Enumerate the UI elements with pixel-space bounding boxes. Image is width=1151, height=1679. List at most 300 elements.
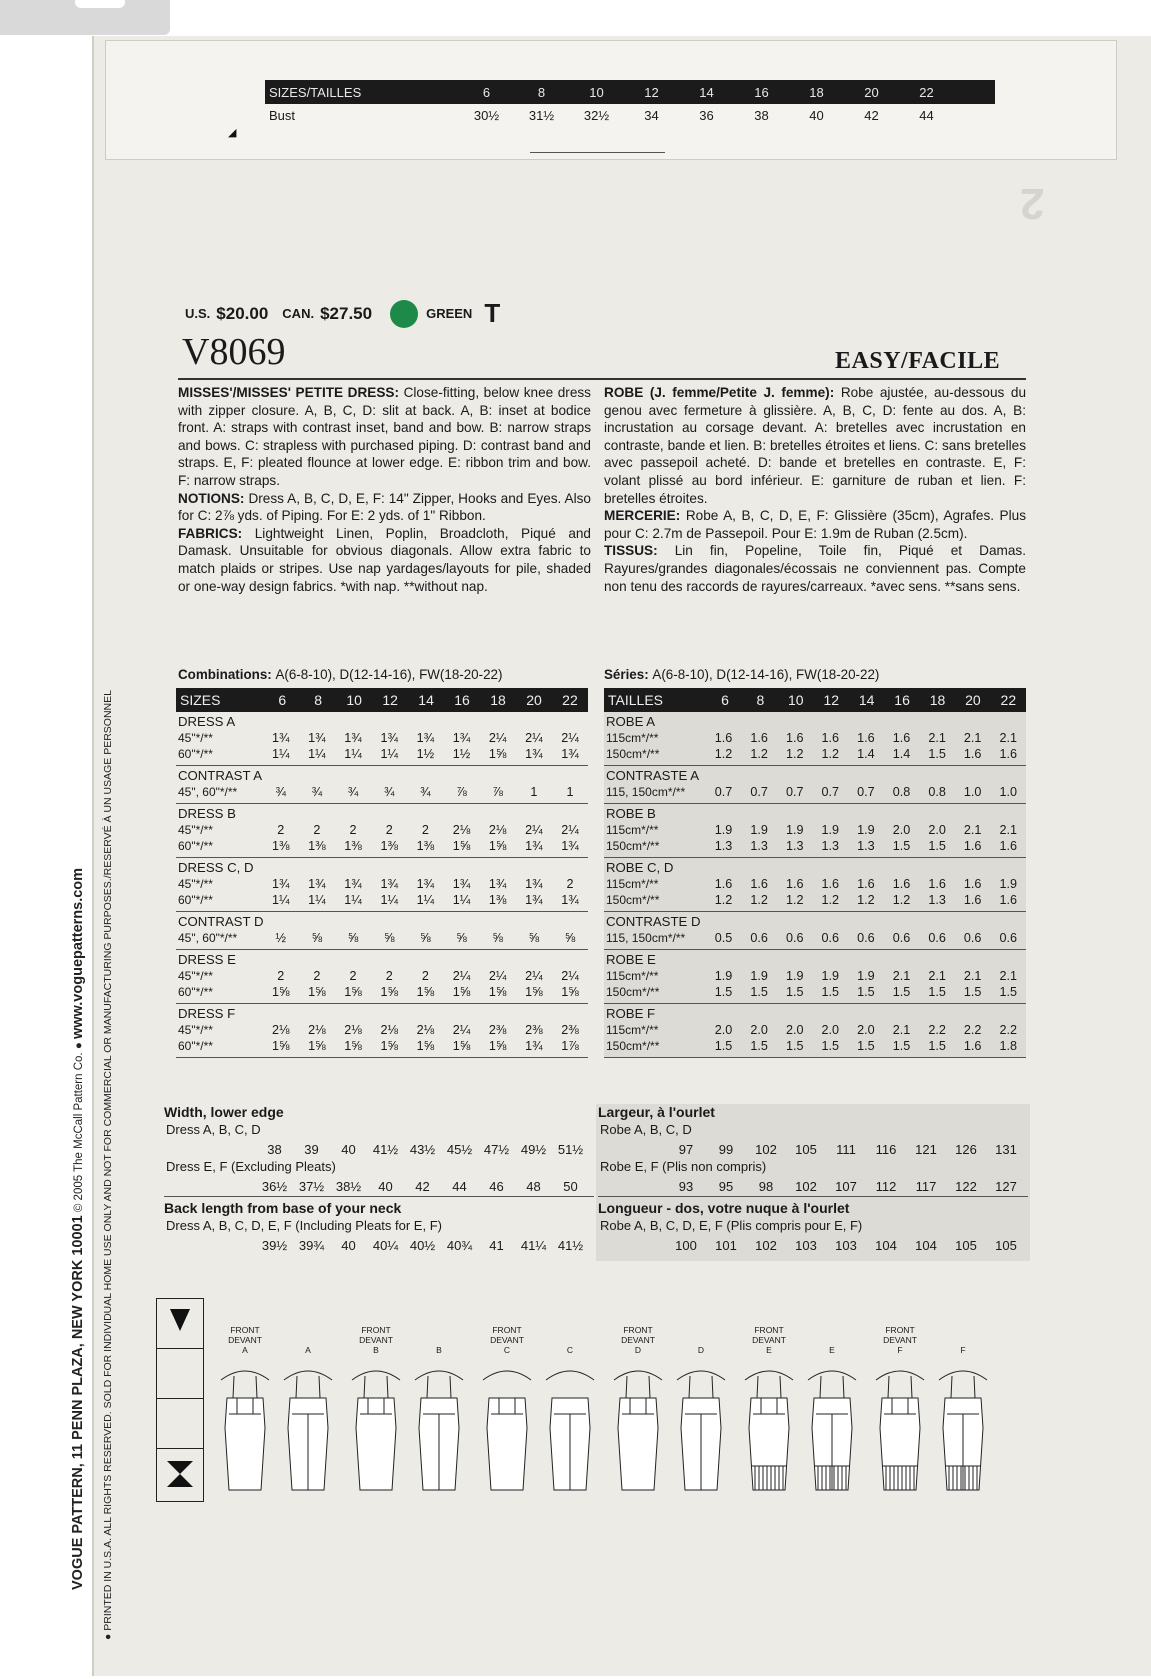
- flap-value: 42: [864, 107, 879, 123]
- yardage-value: ⅝: [492, 931, 503, 945]
- measurement-value: 43½: [409, 1141, 436, 1157]
- size-heading: 16: [894, 692, 910, 708]
- size-heading: 18: [929, 692, 946, 708]
- yardage-value: 1⅝: [344, 985, 362, 999]
- fabric-group: [176, 766, 588, 804]
- yardage-value: 1.5: [857, 1039, 875, 1053]
- size-heading: 6: [721, 692, 729, 708]
- yardage-value: 0.7: [714, 785, 733, 799]
- measurement-value: 41: [489, 1237, 504, 1253]
- measurement-value: 105: [795, 1141, 817, 1157]
- back-dress-icon: [804, 1358, 860, 1498]
- yardage-value: 2⅛: [308, 1023, 326, 1037]
- yardage-value: 1: [530, 785, 538, 799]
- fabrics-text: Lightweight Linen, Poplin, Broadcloth, Piqué and Damask. Unsuitable for obvious diagonals. Allow extra fabric to match plaids or stripes. Use nap yardages/layouts for pile, shaded or one-way design fabrics. *with nap. **without nap.: [178, 525, 591, 594]
- marking-blank: [157, 1399, 203, 1449]
- measurement-value: 102: [755, 1141, 777, 1157]
- table-row: [176, 968, 588, 984]
- yardage-value: 1⅝: [488, 1039, 507, 1053]
- fabric-width-label: 115cm*/**: [606, 877, 659, 891]
- yardage-value: 2¼: [561, 731, 579, 745]
- measurements-en: [164, 1104, 594, 1255]
- yardage-value: 1.9: [821, 969, 840, 983]
- fabric-width-label: 60"*/**: [178, 1039, 213, 1053]
- yardage-value: 1.2: [714, 893, 733, 907]
- yardage-value: 1.2: [821, 893, 840, 907]
- fabric-group-title: DRESS C, D: [178, 860, 254, 875]
- yardage-value: 1.9: [785, 969, 804, 983]
- width-title: Width, lower edge: [164, 1104, 284, 1120]
- color-label: GREEN: [426, 306, 473, 321]
- fabric-group: [604, 912, 1026, 950]
- yardage-value: ⅝: [347, 931, 359, 945]
- fabric-group: [604, 950, 1026, 1004]
- fabric-group-title: ROBE A: [606, 714, 656, 729]
- flap-size: 6: [482, 84, 491, 100]
- length-label: Dress A, B, C, D, E, F (Including Pleats for E, F): [166, 1218, 442, 1233]
- yardage-value: 1.5: [928, 839, 946, 853]
- yardage-value: 1¼: [380, 893, 398, 907]
- can-label: CAN.: [282, 306, 315, 321]
- width-a-label: Dress A, B, C, D: [166, 1122, 261, 1137]
- fabric-width-label: 45"*/**: [178, 823, 213, 837]
- yardage-value: 1.6: [999, 893, 1018, 907]
- yardage-value: 1.6: [785, 731, 804, 745]
- flap-header-label: SIZES/TAILLES: [269, 84, 362, 100]
- desc-text: Robe ajustée, au-dessous du genou avec fermeture à glissière. A, B, C, D: fente au dos. A, B: incrustation au corsage devant. A: bretelles avec incrustation en contraste, bande et lien. B: bretelles étroites et liens. C: sans bretelles avec passepoil acheté. D: bande et bretelles en contraste. E, F: volant plissé au bord inférieur. E: garniture de ruban et lien. F: bretelles étroites.: [604, 385, 1027, 506]
- flap-value: 31½: [528, 107, 555, 123]
- length-title: Back length from base of your neck: [164, 1200, 402, 1216]
- combinations-fr: [604, 667, 879, 682]
- fabric-width-label: 115cm*/**: [606, 731, 659, 745]
- yardage-value: 1.6: [857, 731, 875, 745]
- flap-divider: [530, 152, 665, 153]
- marking-hourglass-icon: [157, 1449, 203, 1498]
- measurement-value: 100: [675, 1237, 697, 1253]
- measurement-value: 103: [835, 1237, 857, 1253]
- yardage-value: 1.2: [892, 893, 911, 907]
- yardage-value: 1.6: [999, 747, 1018, 761]
- measurement-value: 122: [955, 1178, 977, 1194]
- yardage-value: 1⅝: [271, 985, 290, 999]
- fabric-group: [604, 858, 1026, 912]
- yardage-value: 2.0: [750, 1023, 768, 1037]
- yardage-value: 0.7: [750, 785, 768, 799]
- yardage-value: 1¼: [452, 893, 471, 907]
- yardage-value: 1.4: [857, 747, 875, 761]
- measurement-value: 46: [489, 1178, 504, 1194]
- front-label: FRONT: [754, 1325, 784, 1335]
- front-label: FRONT: [623, 1325, 653, 1335]
- measurement-value: 131: [995, 1141, 1017, 1157]
- yardage-value: 2: [385, 823, 393, 837]
- fabrics-title: FABRICS:: [178, 525, 243, 541]
- fabric-width-label: 115cm*/**: [606, 969, 659, 983]
- measurement-value: 44: [452, 1178, 467, 1194]
- table-row: [176, 1038, 588, 1054]
- yardage-value: 1.9: [714, 823, 733, 837]
- yardage-value: 1.9: [821, 823, 840, 837]
- size-heading: 20: [965, 692, 981, 708]
- view-letter: B: [373, 1345, 379, 1355]
- combo-title: Séries:: [604, 667, 649, 682]
- table-row: [604, 1022, 1026, 1038]
- yardage-value: 0.6: [892, 931, 911, 945]
- front-label: FRONT: [361, 1325, 391, 1335]
- yardage-value: 2.1: [999, 823, 1018, 837]
- table-row: [176, 746, 588, 762]
- yardage-value: 1.6: [963, 893, 982, 907]
- yardage-value: 1.6: [999, 839, 1018, 853]
- measurement-value: 40¼: [372, 1237, 399, 1253]
- back-dress-icon: [411, 1358, 467, 1498]
- yardage-value: 1.9: [750, 969, 768, 983]
- yardage-value: 1¾: [452, 731, 471, 745]
- width-e-values: [164, 1176, 594, 1197]
- desc-title: ROBE (J. femme/Petite J. femme):: [604, 385, 835, 400]
- desc-text: Close-fitting, below knee dress with zipper closure. A, B, C, D: slit at back. A, B: inset at bodice front. A: straps with contrast inset, band and bow. B: narrow straps and bows. C: strapless with purchased piping. D: contrast band and straps. E, F: pleated flounce at lower edge. E: ribbon trim and bow. F: narrow straps.: [178, 385, 591, 488]
- front-dress-icon: [741, 1358, 797, 1498]
- measurement-value: 93: [678, 1178, 694, 1194]
- yardage-value: 2⅛: [344, 1023, 362, 1037]
- table-row: [604, 930, 1026, 946]
- yardage-value: 1.3: [750, 839, 768, 853]
- notions-text: Robe A, B, C, D, E, F: Glissière (35cm), Agrafes. Plus pour C: 2.7m de Passepoil. Pour E: 1.9m de Ruban (2.5cm).: [604, 508, 1026, 541]
- length-title: Longueur - dos, votre nuque à l'ourlet: [598, 1200, 850, 1216]
- yardage-value: 1¾: [344, 731, 362, 745]
- yardage-value: 1⅝: [488, 985, 507, 999]
- back-view-sketch: [802, 1325, 862, 1498]
- yardage-value: 1.5: [892, 985, 911, 999]
- length-values: [164, 1235, 594, 1255]
- front-dress-icon: [348, 1358, 404, 1498]
- yardage-value: ⅝: [456, 931, 467, 945]
- yardage-value: 2¼: [525, 969, 543, 983]
- yardage-value: 1.6: [785, 877, 804, 891]
- size-heading: 8: [756, 692, 765, 708]
- front-view-sketch: [608, 1325, 668, 1498]
- yardage-value: 1.0: [999, 785, 1018, 799]
- yardage-value: ⅝: [528, 931, 540, 945]
- size-heading: 14: [858, 692, 875, 708]
- front-view-sketch: [346, 1325, 406, 1498]
- dress-sketches: [215, 1325, 1015, 1525]
- fabric-group: [604, 766, 1026, 804]
- view-letter: F: [960, 1345, 966, 1355]
- view-letter: B: [436, 1345, 442, 1355]
- measurement-value: 116: [875, 1141, 897, 1157]
- yardage-value: 1.9: [714, 969, 733, 983]
- back-view-sketch: [671, 1325, 731, 1498]
- yardage-value: 1¼: [308, 747, 326, 761]
- yardage-value: 2⅛: [416, 1023, 435, 1037]
- measurement-value: 50: [563, 1178, 578, 1194]
- measurement-value: 112: [875, 1178, 897, 1194]
- yardage-value: ⅞: [456, 785, 467, 799]
- yardage-value: 2¼: [561, 969, 579, 983]
- width-e-values: [598, 1176, 1028, 1197]
- width-title: Largeur, à l'ourlet: [598, 1104, 715, 1120]
- yardage-value: 1.3: [714, 839, 733, 853]
- yardage-value: 2.0: [892, 823, 911, 837]
- yardage-value: 1⅝: [416, 985, 435, 999]
- yardage-value: 2.1: [892, 969, 911, 983]
- table-row: [176, 984, 588, 1000]
- table-header: [604, 688, 1026, 712]
- us-label: U.S.: [185, 306, 211, 321]
- measurement-value: 47½: [483, 1141, 510, 1157]
- measurement-value: 37½: [298, 1178, 325, 1194]
- yardage-value: 2: [313, 823, 321, 837]
- width-e-label: Dress E, F (Excluding Pleats): [166, 1159, 336, 1174]
- yardage-value: 1.5: [750, 985, 768, 999]
- width-a-label: Robe A, B, C, D: [600, 1122, 692, 1137]
- yardage-value: 1.5: [714, 985, 733, 999]
- yardage-value: 1⅜: [488, 893, 507, 907]
- table-row: [604, 984, 1026, 1000]
- fabric-group: [176, 804, 588, 858]
- fabric-group: [176, 950, 588, 1004]
- fabric-group-title: DRESS A: [178, 714, 236, 729]
- back-view-sketch: [278, 1325, 338, 1498]
- yardage-value: 0.5: [714, 931, 733, 945]
- table-row: [176, 838, 588, 854]
- measurement-value: 38½: [335, 1178, 362, 1194]
- yardage-value: 1.6: [963, 1039, 982, 1053]
- table-row: [604, 968, 1026, 984]
- yardage-value: 2⅛: [452, 823, 471, 837]
- yardage-value: 2⅛: [380, 1023, 398, 1037]
- yardage-value: 2: [349, 969, 357, 983]
- yardage-value: 1.2: [750, 893, 768, 907]
- yardage-value: 1.6: [821, 731, 840, 745]
- measurement-value: 104: [875, 1237, 897, 1253]
- yardage-value: ¾: [383, 785, 395, 799]
- measurement-value: 117: [915, 1178, 937, 1194]
- fabric-group-title: ROBE F: [606, 1006, 656, 1021]
- yardage-value: 1.6: [963, 877, 982, 891]
- yardage-value: 1.8: [999, 1039, 1018, 1053]
- yardage-value: 2⅜: [525, 1023, 543, 1037]
- yardage-value: 0.7: [857, 785, 875, 799]
- view-letter: A: [305, 1345, 311, 1355]
- table-row: [176, 930, 588, 946]
- yardage-value: 1¾: [416, 731, 435, 745]
- measurement-value: 39½: [261, 1237, 288, 1253]
- measurement-value: 48: [526, 1178, 541, 1194]
- notions-title: MERCERIE:: [604, 508, 681, 524]
- fabric-group: [604, 804, 1026, 858]
- devant-label: DEVANT: [883, 1335, 917, 1345]
- view-letter: E: [766, 1345, 772, 1355]
- yardage-value: 1¼: [271, 893, 290, 907]
- table-row: [176, 730, 588, 746]
- fabric-width-label: 150cm*/**: [606, 893, 660, 907]
- measurement-value: 39¾: [298, 1237, 325, 1253]
- size-heading: 16: [454, 692, 470, 708]
- fabric-width-label: 115cm*/**: [606, 823, 659, 837]
- yardage-value: 2.1: [963, 731, 982, 745]
- fabric-width-label: 60"*/**: [178, 985, 213, 999]
- yardage-value: 1⅝: [271, 1039, 290, 1053]
- color-dot-icon: [390, 300, 418, 328]
- yardage-value: 1.2: [857, 893, 875, 907]
- price-letter: T: [484, 298, 501, 328]
- fabric-width-label: 45"*/**: [178, 877, 213, 891]
- yardage-value: 1¾: [525, 893, 543, 907]
- fabric-group: [176, 712, 588, 766]
- yardage-value: ⅞: [492, 785, 503, 799]
- yardage-value: 1½: [416, 747, 435, 761]
- front-view-sketch: [870, 1325, 930, 1498]
- yardage-value: 2.1: [963, 969, 982, 983]
- table-row: [604, 730, 1026, 746]
- yardage-value: 1.9: [999, 877, 1018, 891]
- yardage-value: 1.5: [785, 1039, 804, 1053]
- flap-size: 22: [919, 84, 934, 100]
- yardage-value: 1⅝: [380, 1039, 398, 1053]
- fabric-group: [176, 1004, 588, 1058]
- yardage-value: 1.6: [928, 877, 946, 891]
- table-row: [604, 892, 1026, 908]
- table-row: [176, 784, 588, 800]
- yardage-value: 1.5: [821, 1039, 840, 1053]
- measurement-value: 40: [341, 1237, 356, 1253]
- back-dress-icon: [280, 1358, 336, 1498]
- yardage-value: 1.2: [750, 747, 768, 761]
- size-heading: 12: [823, 692, 840, 708]
- yardage-value: 2: [421, 823, 429, 837]
- notions-title: NOTIONS:: [178, 490, 245, 506]
- yardage-value: 1⅝: [452, 985, 471, 999]
- yardage-value: 1¾: [488, 877, 507, 891]
- yardage-value: 1.5: [785, 985, 804, 999]
- spine-copyright: © 2005 The McCall Pattern Co.: [73, 1052, 85, 1213]
- measurement-value: 102: [795, 1178, 817, 1194]
- yardage-value: 1¾: [525, 877, 543, 891]
- view-letter: E: [829, 1345, 835, 1355]
- flap-value: 44: [919, 107, 934, 123]
- yardage-value: ⅝: [564, 931, 576, 945]
- yardage-value: 1.3: [928, 893, 946, 907]
- yardage-value: 1.3: [821, 839, 840, 853]
- yardage-value: 2: [349, 823, 357, 837]
- flap-row-label: Bust: [269, 107, 296, 123]
- size-heading: 20: [526, 692, 542, 708]
- devant-label: DEVANT: [228, 1335, 262, 1345]
- size-heading: 6: [278, 692, 287, 708]
- yardage-table-fr: [604, 688, 1026, 1058]
- yardage-value: 2.1: [963, 823, 982, 837]
- back-view-sketch: [933, 1325, 993, 1498]
- measurement-value: 105: [955, 1237, 977, 1253]
- front-dress-icon: [217, 1358, 273, 1498]
- yardage-value: 2.1: [892, 1023, 911, 1037]
- yardage-value: 1¾: [452, 877, 471, 891]
- yardage-value: 2.2: [963, 1023, 982, 1037]
- yardage-value: 2: [385, 969, 393, 983]
- yardage-value: 2.0: [857, 1023, 875, 1037]
- measurement-value: 97: [678, 1141, 694, 1157]
- view-letter: C: [566, 1345, 574, 1355]
- yardage-value: 1¾: [308, 877, 326, 891]
- flap-bust-row: [265, 104, 995, 126]
- measurement-value: 38: [267, 1141, 282, 1157]
- yardage-value: 1⅝: [452, 839, 471, 853]
- fabric-group-title: CONTRASTE D: [606, 914, 701, 929]
- flap-value: 36: [699, 107, 714, 123]
- yardage-value: ¾: [275, 785, 286, 799]
- yardage-value: 2.2: [999, 1023, 1018, 1037]
- yardage-value: 1⅝: [488, 747, 507, 761]
- fabric-width-label: 150cm*/**: [606, 839, 660, 853]
- fabric-width-label: 115, 150cm*/**: [606, 931, 686, 945]
- fabric-width-label: 60"*/**: [178, 893, 213, 907]
- marking-blank: [157, 1349, 203, 1399]
- fabric-width-label: 45", 60"*/**: [178, 931, 238, 945]
- yardage-value: 2¼: [452, 969, 471, 983]
- yardage-value: 0.7: [821, 785, 840, 799]
- fabric-group-title: CONTRAST D: [178, 914, 264, 929]
- table-row: [176, 876, 588, 892]
- measurement-value: 98: [758, 1178, 774, 1194]
- view-letter: A: [242, 1345, 248, 1355]
- measurement-value: 41½: [372, 1141, 399, 1157]
- yardage-value: 1.6: [714, 877, 733, 891]
- yardage-value: 2⅜: [488, 1023, 507, 1037]
- yardage-value: ⅝: [383, 931, 395, 945]
- measurement-value: 126: [955, 1141, 977, 1157]
- yardage-value: 1¼: [308, 893, 326, 907]
- yardage-value: 1¾: [271, 731, 290, 745]
- combo-title: Combinations:: [178, 667, 272, 682]
- yardage-value: 1¾: [561, 893, 579, 907]
- fabric-group-title: CONTRASTE A: [606, 768, 700, 783]
- yardage-value: 2.0: [785, 1023, 804, 1037]
- fabric-width-label: 45", 60"*/**: [178, 785, 238, 799]
- yardage-value: 1.6: [892, 877, 911, 891]
- yardage-value: 0.7: [785, 785, 804, 799]
- yardage-value: 1¾: [525, 747, 543, 761]
- yardage-table-en: [176, 688, 588, 1058]
- measurement-value: 42: [415, 1178, 430, 1194]
- fabric-width-label: 150cm*/**: [606, 985, 660, 999]
- flap-size: 18: [809, 84, 824, 100]
- length-values: [598, 1235, 1028, 1255]
- fabric-width-label: 45"*/**: [178, 969, 213, 983]
- yardage-value: ⅝: [420, 931, 431, 945]
- spine-rights-text: PRINTED IN U.S.A. ALL RIGHTS RESERVED. SOLD FOR INDIVIDUAL HOME USE ONLY AND NOT FOR COMMERCIAL OR MANUFACTURING PURPOSES./RESERVÉ À UN USAGE PERSONNEL: [102, 690, 114, 1631]
- yardage-value: 2.1: [928, 731, 946, 745]
- spine-text: VOGUE PATTERN, 11 PENN PLAZA, NEW YORK 10001 © 2005 The McCall Pattern Co. ● www.voguepatterns.com: [70, 867, 86, 1590]
- measurement-value: 45½: [446, 1141, 473, 1157]
- yardage-value: 2: [313, 969, 321, 983]
- yardage-value: 1⅜: [380, 839, 398, 853]
- measurement-value: 40¾: [446, 1237, 473, 1253]
- front-label: FRONT: [492, 1325, 522, 1335]
- yardage-value: 0.8: [892, 785, 911, 799]
- yardage-value: 1.5: [714, 1039, 733, 1053]
- yardage-value: 1¾: [308, 731, 326, 745]
- yardage-value: 2.1: [999, 731, 1018, 745]
- desc-title: MISSES'/MISSES' PETITE DRESS:: [178, 385, 400, 400]
- back-dress-icon: [935, 1358, 991, 1498]
- yardage-value: 2¼: [452, 1023, 471, 1037]
- yardage-value: 2⅛: [488, 823, 507, 837]
- flap-size: 8: [537, 84, 546, 100]
- front-dress-icon: [872, 1358, 928, 1498]
- back-dress-icon: [673, 1358, 729, 1498]
